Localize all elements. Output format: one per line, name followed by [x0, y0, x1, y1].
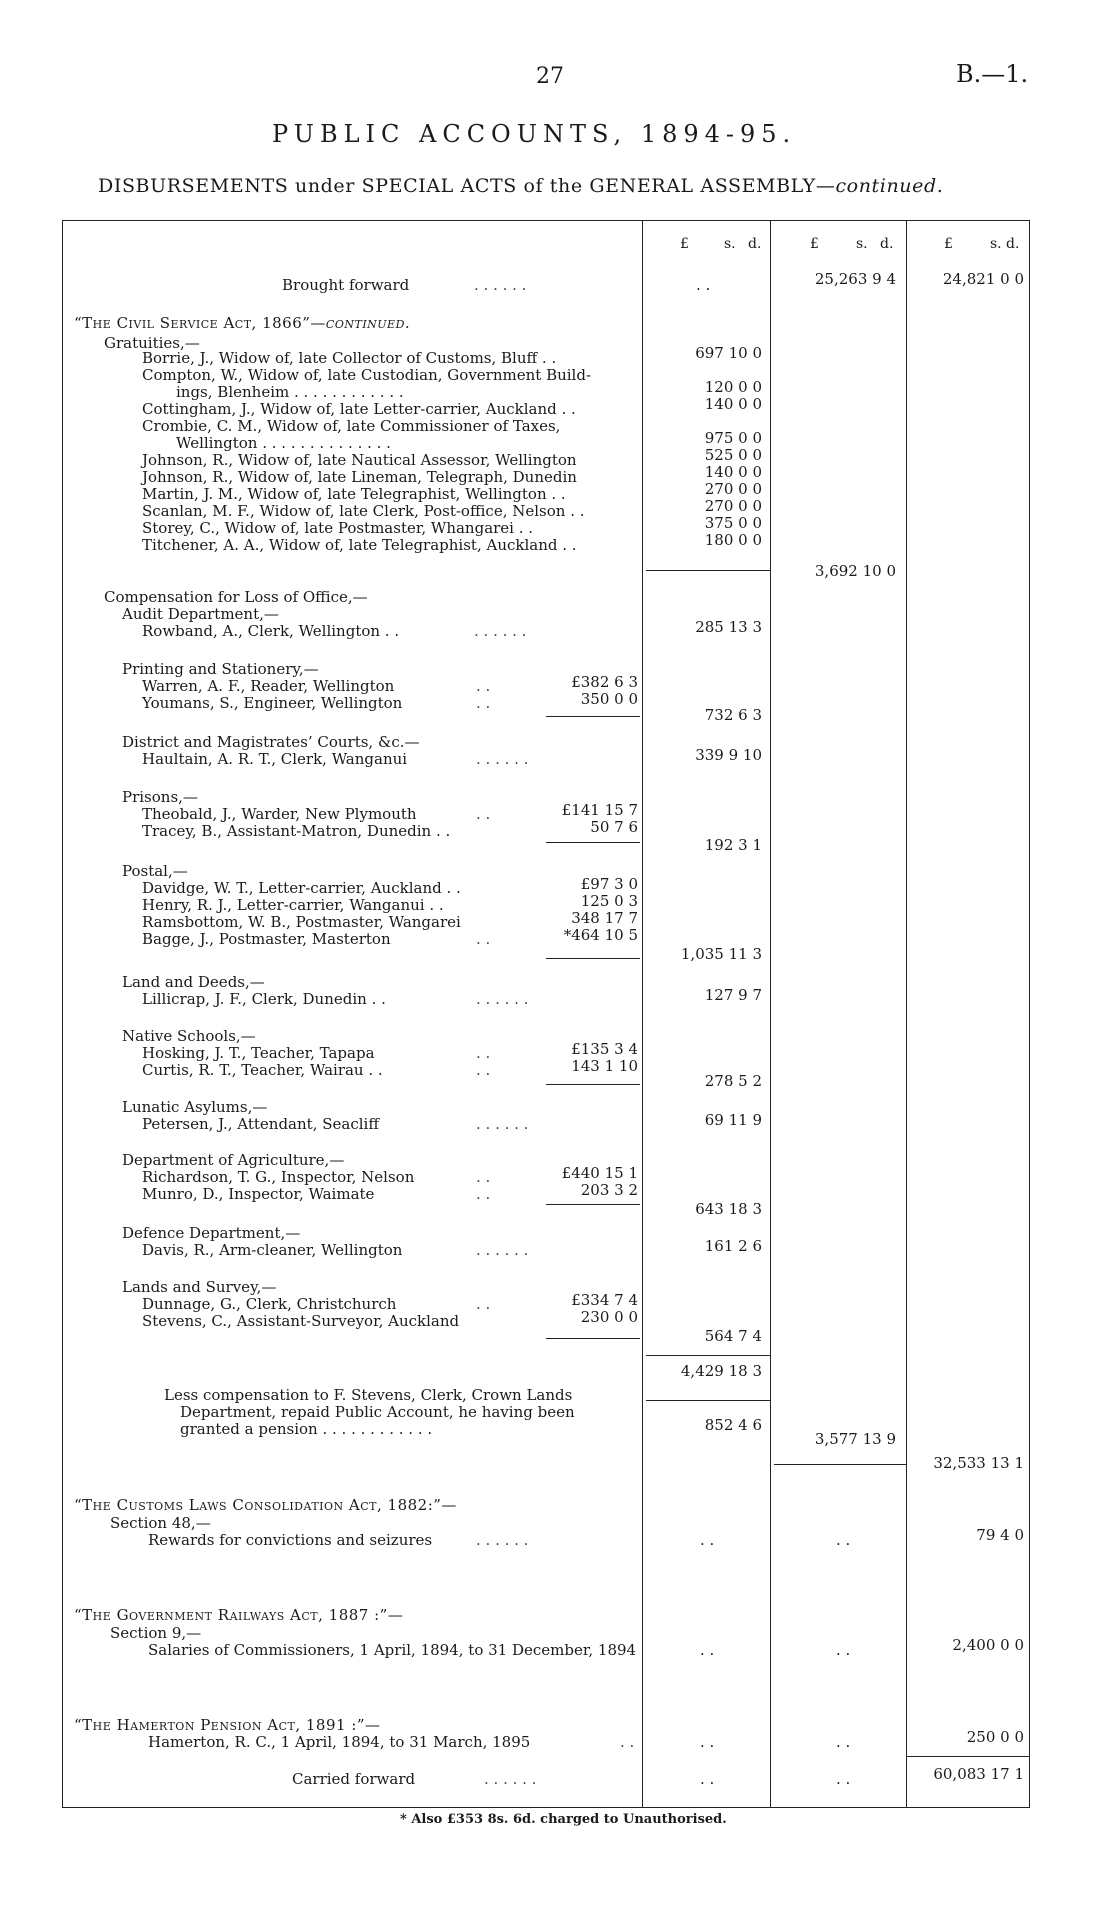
lunatic-line: Petersen, J., Attendant, Seacliff	[142, 1115, 379, 1133]
postal-line: Davidge, W. T., Letter-carrier, Auckland . .	[142, 879, 461, 897]
postal-amount: *464 10 5	[563, 926, 638, 944]
land-deeds-leaders: . . . . . .	[476, 990, 529, 1008]
courts-line: Haultain, A. R. T., Clerk, Wanganui	[142, 750, 408, 768]
column-divider-3	[906, 220, 907, 1808]
page-title: PUBLIC ACCOUNTS, 1894-95.	[272, 120, 797, 148]
gratuities-total: 3,692 10 0	[814, 562, 896, 580]
native-schools-leaders: . .	[476, 1044, 491, 1062]
gratuity-amount: 375 0 0	[704, 514, 762, 532]
native-schools-rule	[546, 1084, 640, 1085]
gratuity-line: Crombie, C. M., Widow of, late Commissioner of Taxes,	[142, 417, 561, 435]
carried-forward-c1: . .	[700, 1770, 715, 1788]
printing-total: 732 6 3	[704, 706, 762, 724]
land-deeds-line: Lillicrap, J. F., Clerk, Dunedin . .	[142, 990, 386, 1008]
lunatic-amount: 69 11 9	[704, 1111, 762, 1129]
postal-total: 1,035 11 3	[680, 945, 762, 963]
less-rule	[646, 1400, 770, 1401]
compensation-subtotal-rule	[646, 1355, 770, 1356]
brought-forward-label: Brought forward	[282, 276, 410, 294]
agriculture-leaders: . .	[476, 1185, 491, 1203]
agriculture-amount: 203 3 2	[580, 1181, 638, 1199]
hamerton-rule	[906, 1756, 1030, 1757]
land-deeds-amount: 127 9 7	[704, 986, 762, 1004]
hamerton-c3: 250 0 0	[966, 1728, 1024, 1746]
gratuity-amount: 697 10 0	[695, 344, 762, 362]
defence-line: Davis, R., Arm-cleaner, Wellington	[142, 1241, 403, 1259]
printing-rule	[546, 716, 640, 717]
postal-amount: £97 3 0	[580, 875, 638, 893]
printing-line: Warren, A. F., Reader, Wellington	[142, 677, 395, 695]
gratuity-amount: 140 0 0	[704, 395, 762, 413]
printing-amount: 350 0 0	[580, 690, 638, 708]
customs-act-heading: “The Customs Laws Consolidation Act, 1882:”—	[74, 1496, 457, 1514]
lunatic-leaders: . . . . . .	[476, 1115, 529, 1133]
native-schools-line: Hosking, J. T., Teacher, Tapapa	[142, 1044, 375, 1062]
gratuity-amount: 270 0 0	[704, 497, 762, 515]
col3-pound-head: £	[944, 236, 953, 252]
customs-c3: 79 4 0	[976, 1526, 1024, 1544]
printing-amount: £382 6 3	[571, 673, 638, 691]
less-compensation-line: granted a pension . . . . . . . . . . . .	[180, 1420, 433, 1438]
hamerton-c2: . .	[836, 1733, 851, 1751]
printing-leaders: . .	[476, 694, 491, 712]
hamerton-c1: . .	[700, 1733, 715, 1751]
postal-leaders: . .	[476, 930, 491, 948]
gratuity-amount: 525 0 0	[704, 446, 762, 464]
gratuity-amount: 120 0 0	[704, 378, 762, 396]
carried-forward-c2: . .	[836, 1770, 851, 1788]
courts-leaders: . . . . . .	[476, 750, 529, 768]
postal-rule	[546, 958, 640, 959]
gratuity-line: Titchener, A. A., Widow of, late Telegraphist, Auckland . .	[142, 536, 577, 554]
railways-act-heading: “The Government Railways Act, 1887 :”—	[74, 1606, 404, 1624]
gratuity-line: Johnson, R., Widow of, late Lineman, Telegraph, Dunedin	[142, 468, 577, 486]
agriculture-line: Richardson, T. G., Inspector, Nelson	[142, 1168, 415, 1186]
lands-survey-line: Dunnage, G., Clerk, Christchurch	[142, 1295, 397, 1313]
prisons-amount: £141 15 7	[561, 801, 638, 819]
page-subtitle	[98, 175, 943, 197]
lands-survey-label: Lands and Survey,—	[122, 1278, 277, 1296]
gratuity-amount: 975 0 0	[704, 429, 762, 447]
hamerton-leaders: . .	[620, 1733, 635, 1751]
civil-service-grand-total: 32,533 13 1	[933, 1454, 1024, 1472]
col3-shilling-head: s.	[990, 236, 1002, 252]
compensation-subtotal: 4,429 18 3	[680, 1362, 762, 1380]
defence-leaders: . . . . . .	[476, 1241, 529, 1259]
lands-survey-rule	[546, 1338, 640, 1339]
col1-pence-head: d.	[748, 236, 762, 252]
civil-service-act-heading	[74, 314, 410, 332]
civil-service-act-continued: continued.	[325, 314, 411, 332]
prisons-line: Tracey, B., Assistant-Matron, Dunedin . .	[142, 822, 451, 840]
native-schools-amount: £135 3 4	[571, 1040, 638, 1058]
gratuity-line: Scanlan, M. F., Widow of, late Clerk, Post-office, Nelson . .	[142, 502, 585, 520]
printing-line: Youmans, S., Engineer, Wellington	[142, 694, 403, 712]
printing-leaders: . .	[476, 677, 491, 695]
col3-pence-head: d.	[1006, 236, 1020, 252]
prisons-rule	[546, 842, 640, 843]
postal-amount: 125 0 3	[580, 892, 638, 910]
lands-survey-leaders: . .	[476, 1295, 491, 1313]
native-schools-total: 278 5 2	[704, 1072, 762, 1090]
lands-survey-amount: 230 0 0	[580, 1308, 638, 1326]
customs-line: Rewards for convictions and seizures	[148, 1531, 433, 1549]
brought-forward-leaders: . . . . . .	[474, 276, 527, 294]
lands-survey-total: 564 7 4	[704, 1327, 762, 1345]
gratuity-line: Martin, J. M., Widow of, late Telegraphist, Wellington . .	[142, 485, 566, 503]
railways-c1: . .	[700, 1641, 715, 1659]
railways-section: Section 9,—	[110, 1624, 202, 1642]
agriculture-line: Munro, D., Inspector, Waimate	[142, 1185, 375, 1203]
footnote: * Also £353 8s. 6d. charged to Unauthorised.	[400, 1812, 727, 1827]
carried-forward-label: Carried forward	[292, 1770, 416, 1788]
native-schools-leaders: . .	[476, 1061, 491, 1079]
document-reference: B.—1.	[956, 60, 1029, 88]
courts-label: District and Magistrates’ Courts, &c.—	[122, 733, 420, 751]
col2-pound-head: £	[810, 236, 819, 252]
col1-pound-head: £	[680, 236, 689, 252]
gratuity-line: Wellington . . . . . . . . . . . . . .	[176, 434, 391, 452]
agriculture-rule	[546, 1204, 640, 1205]
brought-forward-c1: . .	[696, 276, 711, 294]
brought-forward-c3: 24,821 0 0	[942, 270, 1024, 288]
land-deeds-label: Land and Deeds,—	[122, 973, 265, 991]
gratuity-line: ings, Blenheim . . . . . . . . . . . .	[176, 383, 404, 401]
lands-survey-line: Stevens, C., Assistant-Surveyor, Auckland	[142, 1312, 460, 1330]
postal-label: Postal,—	[122, 862, 188, 880]
printing-label: Printing and Stationery,—	[122, 660, 319, 678]
page-number: 27	[536, 64, 564, 89]
audit-line: Rowband, A., Clerk, Wellington . .	[142, 622, 400, 640]
native-schools-line: Curtis, R. T., Teacher, Wairau . .	[142, 1061, 383, 1079]
net-rule	[774, 1464, 906, 1465]
subtitle-main: DISBURSEMENTS under SPECIAL ACTS of the GENERAL ASSEMBLY—	[98, 175, 836, 197]
lands-survey-amount: £334 7 4	[571, 1291, 638, 1309]
col2-shilling-head: s.	[856, 236, 868, 252]
agriculture-total: 643 18 3	[695, 1200, 762, 1218]
agriculture-amount: £440 15 1	[561, 1164, 638, 1182]
column-divider-1	[642, 220, 643, 1808]
courts-amount: 339 9 10	[695, 746, 762, 764]
audit-amount: 285 13 3	[695, 618, 762, 636]
customs-section: Section 48,—	[110, 1514, 211, 1532]
col2-pence-head: d.	[880, 236, 894, 252]
prisons-leaders: . .	[476, 805, 491, 823]
less-compensation-line: Less compensation to F. Stevens, Clerk, Crown Lands	[164, 1386, 573, 1404]
railways-line: Salaries of Commissioners, 1 April, 1894, to 31 December, 1894	[148, 1641, 637, 1659]
gratuity-line: Cottingham, J., Widow of, late Letter-carrier, Auckland . .	[142, 400, 576, 418]
gratuity-line: Borrie, J., Widow of, late Collector of Customs, Bluff . .	[142, 349, 557, 367]
hamerton-line: Hamerton, R. C., 1 April, 1894, to 31 March, 1895	[148, 1733, 531, 1751]
carried-forward-c3: 60,083 17 1	[933, 1765, 1024, 1783]
gratuity-line: Compton, W., Widow of, late Custodian, Government Build-	[142, 366, 592, 384]
gratuities-label: Gratuities,—	[104, 334, 200, 352]
postal-line: Bagge, J., Postmaster, Masterton	[142, 930, 391, 948]
native-schools-label: Native Schools,—	[122, 1027, 256, 1045]
col1-shilling-head: s.	[724, 236, 736, 252]
railways-c2: . .	[836, 1641, 851, 1659]
audit-label: Audit Department,—	[122, 605, 279, 623]
less-compensation-line: Department, repaid Public Account, he having been	[180, 1403, 575, 1421]
native-schools-amount: 143 1 10	[571, 1057, 638, 1075]
gratuities-rule	[646, 570, 770, 571]
gratuity-line: Storey, C., Widow of, late Postmaster, Whangarei . .	[142, 519, 534, 537]
hamerton-act-heading: “The Hamerton Pension Act, 1891 :”—	[74, 1716, 381, 1734]
customs-c2: . .	[836, 1531, 851, 1549]
prisons-label: Prisons,—	[122, 788, 198, 806]
gratuity-line: Johnson, R., Widow of, late Nautical Assessor, Wellington	[142, 451, 577, 469]
gratuity-amount: 180 0 0	[704, 531, 762, 549]
carried-forward-leaders: . . . . . .	[484, 1770, 537, 1788]
lunatic-label: Lunatic Asylums,—	[122, 1098, 268, 1116]
compensation-net: 3,577 13 9	[814, 1430, 896, 1448]
postal-line: Henry, R. J., Letter-carrier, Wanganui . .	[142, 896, 444, 914]
prisons-total: 192 3 1	[704, 836, 762, 854]
subtitle-tail: continued.	[835, 175, 944, 197]
compensation-label: Compensation for Loss of Office,—	[104, 588, 368, 606]
less-compensation-amount: 852 4 6	[704, 1416, 762, 1434]
customs-leaders: . . . . . .	[476, 1531, 529, 1549]
postal-amount: 348 17 7	[571, 909, 638, 927]
agriculture-label: Department of Agriculture,—	[122, 1151, 345, 1169]
railways-c3: 2,400 0 0	[952, 1636, 1024, 1654]
customs-c1: . .	[700, 1531, 715, 1549]
audit-leaders: . . . . . .	[474, 622, 527, 640]
agriculture-leaders: . .	[476, 1168, 491, 1186]
postal-line: Ramsbottom, W. B., Postmaster, Wangarei	[142, 913, 461, 931]
gratuity-amount: 140 0 0	[704, 463, 762, 481]
civil-service-act-title: “The Civil Service Act, 1866”—	[74, 314, 326, 332]
gratuity-amount: 270 0 0	[704, 480, 762, 498]
prisons-line: Theobald, J., Warder, New Plymouth	[142, 805, 417, 823]
defence-amount: 161 2 6	[704, 1237, 762, 1255]
prisons-amount: 50 7 6	[590, 818, 638, 836]
column-divider-2	[770, 220, 771, 1808]
brought-forward-c2: 25,263 9 4	[814, 270, 896, 288]
defence-label: Defence Department,—	[122, 1224, 301, 1242]
